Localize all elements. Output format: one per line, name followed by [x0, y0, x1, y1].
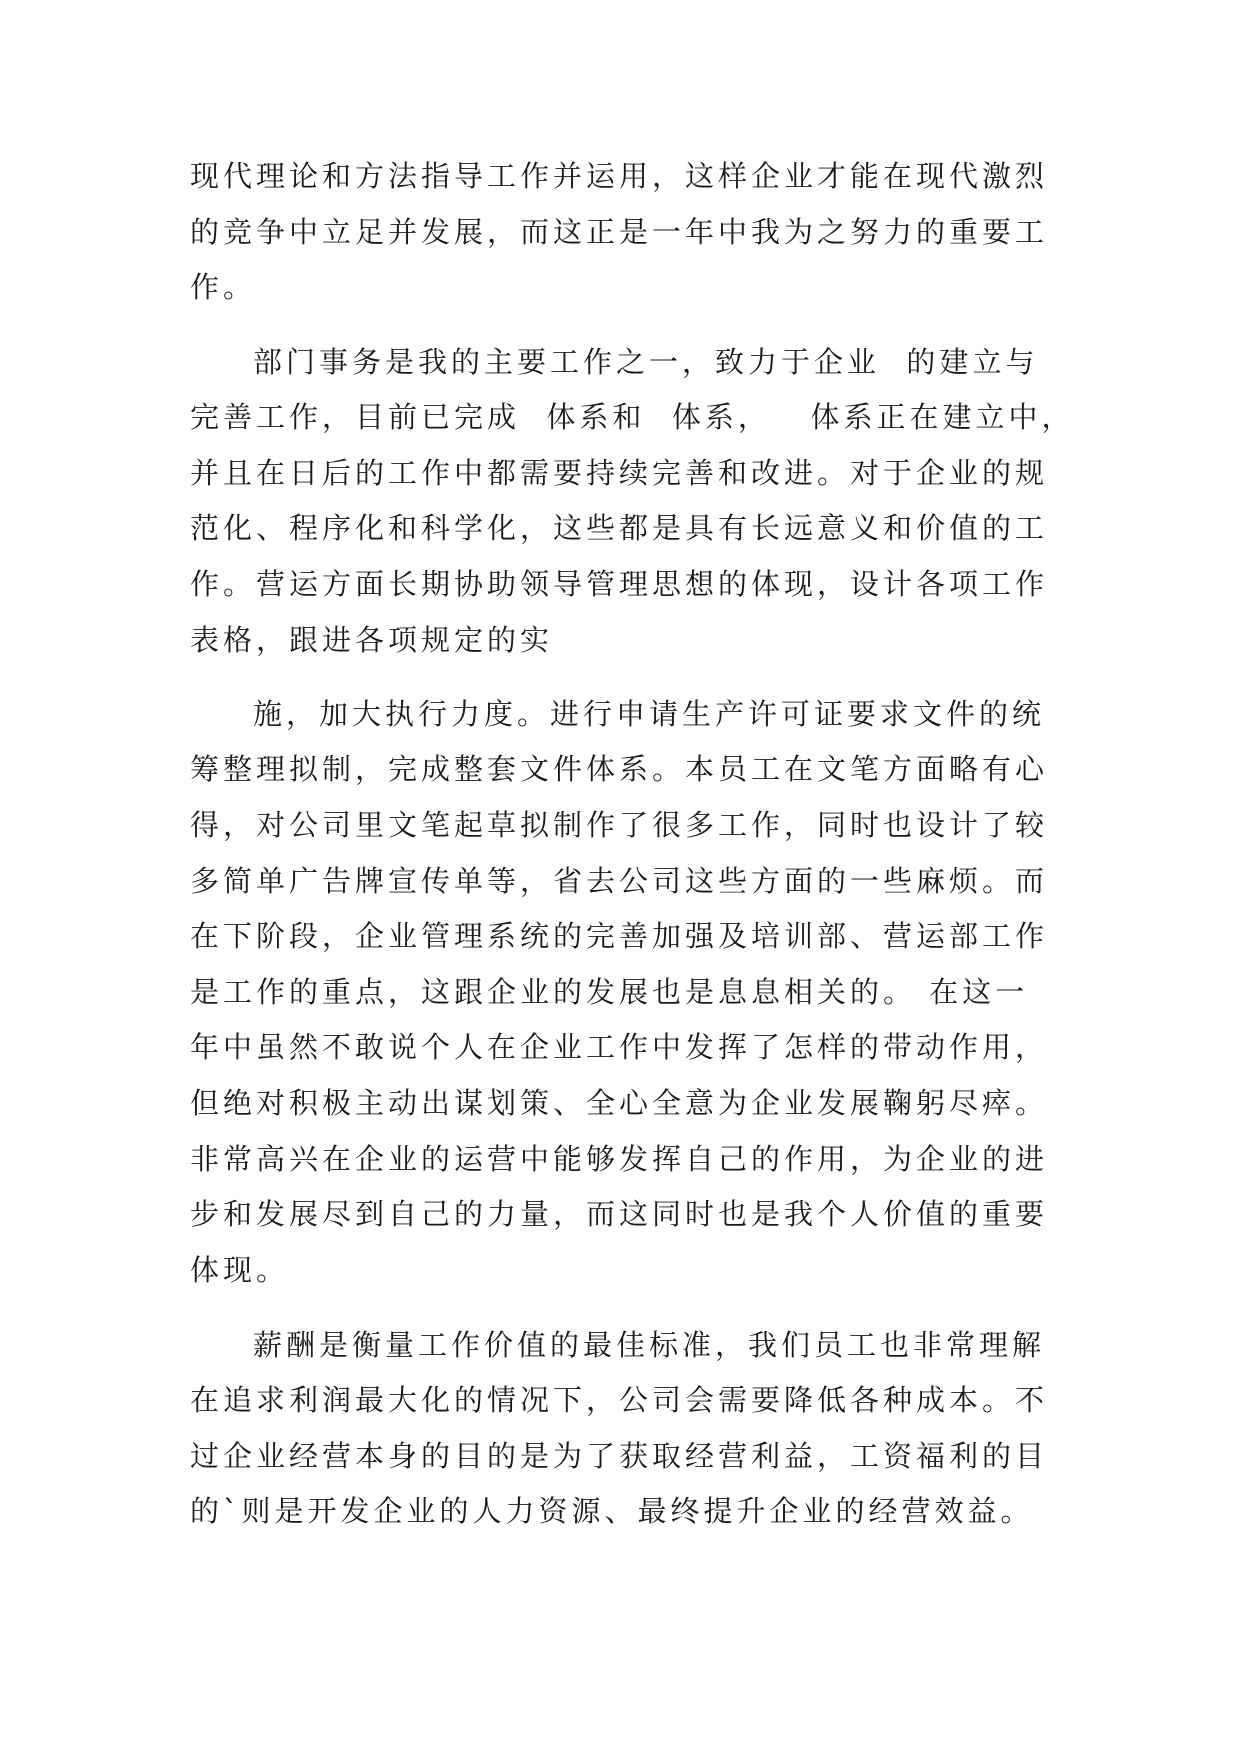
text-line: 薪酬是衡量工作价值的最佳标准，我们员工也非常理解 — [253, 1328, 1046, 1362]
text-line: 年中虽然不敢说个人在企业工作中发挥了怎样的带动作用， — [190, 1030, 1049, 1064]
text-line: 筹整理拟制，完成整套文件体系。本员工在文笔方面略有心 — [190, 752, 1049, 786]
text-line: 过企业经营本身的目的是为了获取经营利益，工资福利的目 — [190, 1439, 1049, 1473]
text-line: 部门事务是我的主要工作之一，致力于企业 的建立与 — [253, 345, 1039, 379]
text-line: 现代理论和方法指导工作并运用，这样企业才能在现代激烈 — [190, 159, 1049, 193]
text-line: 步和发展尽到自己的力量，而这同时也是我个人价值的重要 — [190, 1197, 1049, 1231]
text-line: 作。 — [190, 270, 257, 304]
text-line: 作。营运方面长期协助领导管理思想的体现，设计各项工作 — [190, 567, 1049, 601]
text-line: 在下阶段，企业管理系统的完善加强及培训部、营运部工作 — [190, 919, 1049, 953]
text-line: 但绝对积极主动出谋划策、全心全意为企业发展鞠躬尽瘁。 — [190, 1086, 1049, 1120]
text-line: 范化、程序化和科学化，这些都是具有长远意义和价值的工 — [190, 511, 1049, 545]
text-line: 的`则是开发企业的人力资源、最终提升企业的经营效益。 — [190, 1494, 1034, 1528]
text-line: 的竞争中立足并发展，而这正是一年中我为之努力的重要工 — [190, 215, 1049, 249]
text-line: 是工作的重点，这跟企业的发展也是息息相关的。 在这一 — [190, 975, 1029, 1009]
text-line: 非常高兴在企业的运营中能够发挥自己的作用，为企业的进 — [190, 1142, 1049, 1176]
text-line: 得，对公司里文笔起草拟制作了很多工作，同时也设计了较 — [190, 808, 1049, 842]
text-line: 完善工作，目前已完成 体系和 体系， 体系正在建立中， — [190, 400, 1075, 434]
text-line: 施，加大执行力度。进行申请生产许可证要求文件的统 — [253, 697, 1046, 731]
text-line: 体现。 — [190, 1253, 290, 1287]
text-line: 表格，跟进各项规定的实 — [190, 623, 554, 657]
text-line: 多简单广告牌宣传单等，省去公司这些方面的一些麻烦。而 — [190, 864, 1049, 898]
text-line: 在追求利润最大化的情况下，公司会需要降低各种成本。不 — [190, 1383, 1049, 1417]
text-line: 并且在日后的工作中都需要持续完善和改进。对于企业的规 — [190, 456, 1049, 490]
